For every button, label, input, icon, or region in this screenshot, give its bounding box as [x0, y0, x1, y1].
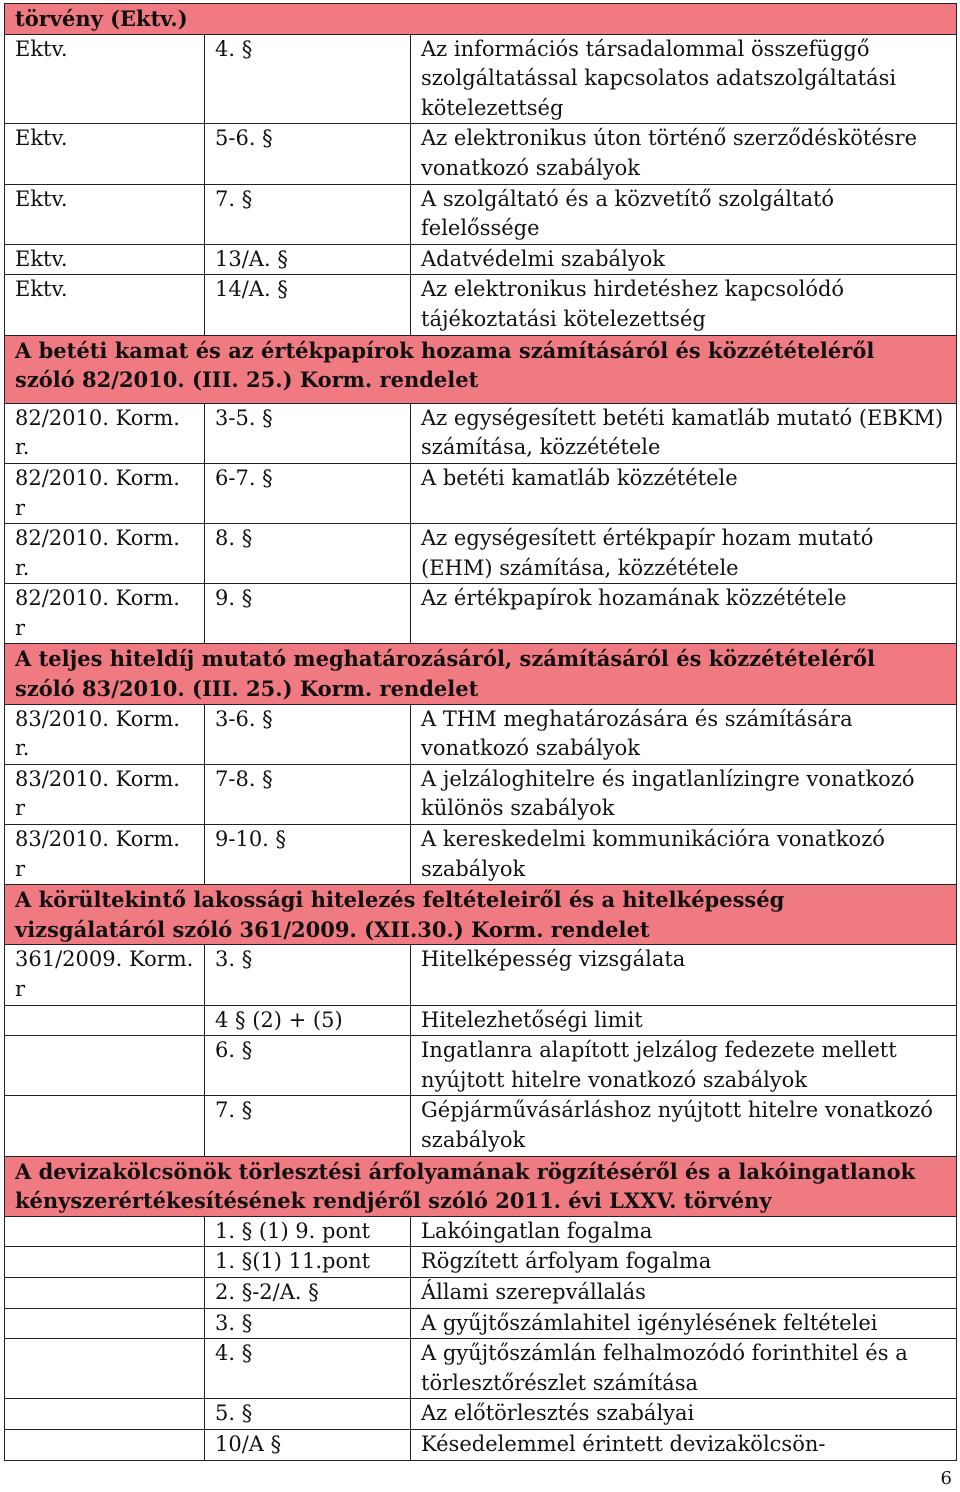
source-cell — [5, 1216, 205, 1247]
table-row — [5, 184, 957, 244]
section-cell: 3-5. § — [205, 403, 411, 463]
section-cell: 4. § — [205, 1339, 411, 1399]
description-cell: A gyűjtőszámlahitel igénylésének feltételei — [411, 1308, 957, 1339]
section-cell: 4. § — [205, 34, 411, 124]
source-cell: 361/2009. Korm. r — [5, 945, 205, 1005]
description-cell: Adatvédelmi szabályok — [411, 244, 957, 275]
table-row — [5, 1005, 957, 1036]
legal-reference-table — [4, 3, 957, 1461]
table-row — [5, 1339, 957, 1399]
source-cell: 82/2010. Korm. r. — [5, 403, 205, 463]
source-cell — [5, 1247, 205, 1278]
section-cell: 1. § (1) 9. pont — [205, 1216, 411, 1247]
table-row — [5, 1247, 957, 1278]
table-row — [5, 1216, 957, 1247]
section-cell: 7. § — [205, 1096, 411, 1156]
source-cell — [5, 1005, 205, 1036]
section-cell: 3-6. § — [205, 704, 411, 764]
description-cell: A jelzáloghitelre és ingatlanlízingre vonatkozó különös szabályok — [411, 764, 957, 824]
description-cell: Rögzített árfolyam fogalma — [411, 1247, 957, 1278]
table-row — [5, 1429, 957, 1460]
table-row — [5, 764, 957, 824]
legal-reference-table-body — [5, 4, 957, 1461]
table-row — [5, 244, 957, 275]
description-cell: Ingatlanra alapított jelzálog fedezete mellett nyújtott hitelre vonatkozó szabályok — [411, 1036, 957, 1096]
source-cell — [5, 1399, 205, 1430]
description-cell: Hitelezhetőségi limit — [411, 1005, 957, 1036]
section-header: A betéti kamat és az értékpapírok hozama számításáról és közzétételéről szóló 82/2010. (III. 25.) Korm. rendelet — [5, 335, 957, 403]
source-cell — [5, 1277, 205, 1308]
section-header-row — [5, 644, 957, 704]
section-cell: 10/A § — [205, 1429, 411, 1460]
section-header: törvény (Ektv.) — [5, 4, 957, 35]
section-header: A körültekintő lakossági hitelezés feltételeiről és a hitelképesség vizsgálatáról szóló 361/2009. (XII.30.) Korm. rendelet — [5, 885, 957, 945]
description-cell: A gyűjtőszámlán felhalmozódó forinthitel és a törlesztőrészlet számítása — [411, 1339, 957, 1399]
section-cell: 13/A. § — [205, 244, 411, 275]
table-row — [5, 1277, 957, 1308]
section-header-row — [5, 4, 957, 35]
table-row — [5, 275, 957, 335]
section-cell: 2. §-2/A. § — [205, 1277, 411, 1308]
section-header-row — [5, 885, 957, 945]
section-cell: 14/A. § — [205, 275, 411, 335]
description-cell: A THM meghatározására és számítására vonatkozó szabályok — [411, 704, 957, 764]
section-cell: 4 § (2) + (5) — [205, 1005, 411, 1036]
description-cell: Az elektronikus hirdetéshez kapcsolódó tájékoztatási kötelezettség — [411, 275, 957, 335]
table-row — [5, 825, 957, 885]
section-header-row — [5, 335, 957, 403]
table-row — [5, 1308, 957, 1339]
description-cell: Késedelemmel érintett devizakölcsön- — [411, 1429, 957, 1460]
table-row — [5, 403, 957, 463]
source-cell — [5, 1308, 205, 1339]
section-cell: 6-7. § — [205, 463, 411, 523]
section-cell: 7-8. § — [205, 764, 411, 824]
source-cell: Ektv. — [5, 244, 205, 275]
table-row — [5, 1036, 957, 1096]
source-cell — [5, 1429, 205, 1460]
table-row — [5, 34, 957, 124]
source-cell: 82/2010. Korm. r — [5, 463, 205, 523]
description-cell: Az elektronikus úton történő szerződéskötésre vonatkozó szabályok — [411, 124, 957, 184]
table-row — [5, 524, 957, 584]
description-cell: Az értékpapírok hozamának közzététele — [411, 584, 957, 644]
source-cell — [5, 1096, 205, 1156]
description-cell: Az előtörlesztés szabályai — [411, 1399, 957, 1430]
source-cell: Ektv. — [5, 124, 205, 184]
source-cell: 82/2010. Korm. r. — [5, 524, 205, 584]
table-row — [5, 704, 957, 764]
table-row — [5, 1399, 957, 1430]
source-cell: Ektv. — [5, 275, 205, 335]
table-row — [5, 584, 957, 644]
section-header: A devizakölcsönök törlesztési árfolyamának rögzítéséről és a lakóingatlanok kényszerértékesítésének rendjéről szóló 2011. évi LXXV. törvény — [5, 1156, 957, 1216]
source-cell: 83/2010. Korm. r — [5, 764, 205, 824]
description-cell: Állami szerepvállalás — [411, 1277, 957, 1308]
section-header-row — [5, 1156, 957, 1216]
source-cell — [5, 1339, 205, 1399]
source-cell — [5, 1036, 205, 1096]
description-cell: Lakóingatlan fogalma — [411, 1216, 957, 1247]
table-row — [5, 124, 957, 184]
source-cell: Ektv. — [5, 184, 205, 244]
source-cell: 82/2010. Korm. r — [5, 584, 205, 644]
section-cell: 9. § — [205, 584, 411, 644]
section-cell: 3. § — [205, 1308, 411, 1339]
source-cell: 83/2010. Korm. r — [5, 825, 205, 885]
page-number: 6 — [940, 1468, 952, 1489]
section-cell: 8. § — [205, 524, 411, 584]
description-cell: A kereskedelmi kommunikációra vonatkozó szabályok — [411, 825, 957, 885]
section-cell: 5. § — [205, 1399, 411, 1430]
source-cell: 83/2010. Korm. r. — [5, 704, 205, 764]
section-cell: 7. § — [205, 184, 411, 244]
section-cell: 6. § — [205, 1036, 411, 1096]
description-cell: A szolgáltató és a közvetítő szolgáltató felelőssége — [411, 184, 957, 244]
section-header: A teljes hiteldíj mutató meghatározásáról, számításáról és közzétételéről szóló 83/2010. (III. 25.) Korm. rendelet — [5, 644, 957, 704]
source-cell: Ektv. — [5, 34, 205, 124]
description-cell: A betéti kamatláb közzététele — [411, 463, 957, 523]
description-cell: Az egységesített betéti kamatláb mutató (EBKM) számítása, közzététele — [411, 403, 957, 463]
description-cell: Az egységesített értékpapír hozam mutató (EHM) számítása, közzététele — [411, 524, 957, 584]
section-cell: 5-6. § — [205, 124, 411, 184]
table-row — [5, 1096, 957, 1156]
description-cell: Gépjárművásárláshoz nyújtott hitelre vonatkozó szabályok — [411, 1096, 957, 1156]
section-cell: 9-10. § — [205, 825, 411, 885]
description-cell: Az információs társadalommal összefüggő szolgáltatással kapcsolatos adatszolgáltatási kötelezettség — [411, 34, 957, 124]
section-cell: 3. § — [205, 945, 411, 1005]
description-cell: Hitelképesség vizsgálata — [411, 945, 957, 1005]
table-row — [5, 463, 957, 523]
section-cell: 1. §(1) 11.pont — [205, 1247, 411, 1278]
table-row — [5, 945, 957, 1005]
